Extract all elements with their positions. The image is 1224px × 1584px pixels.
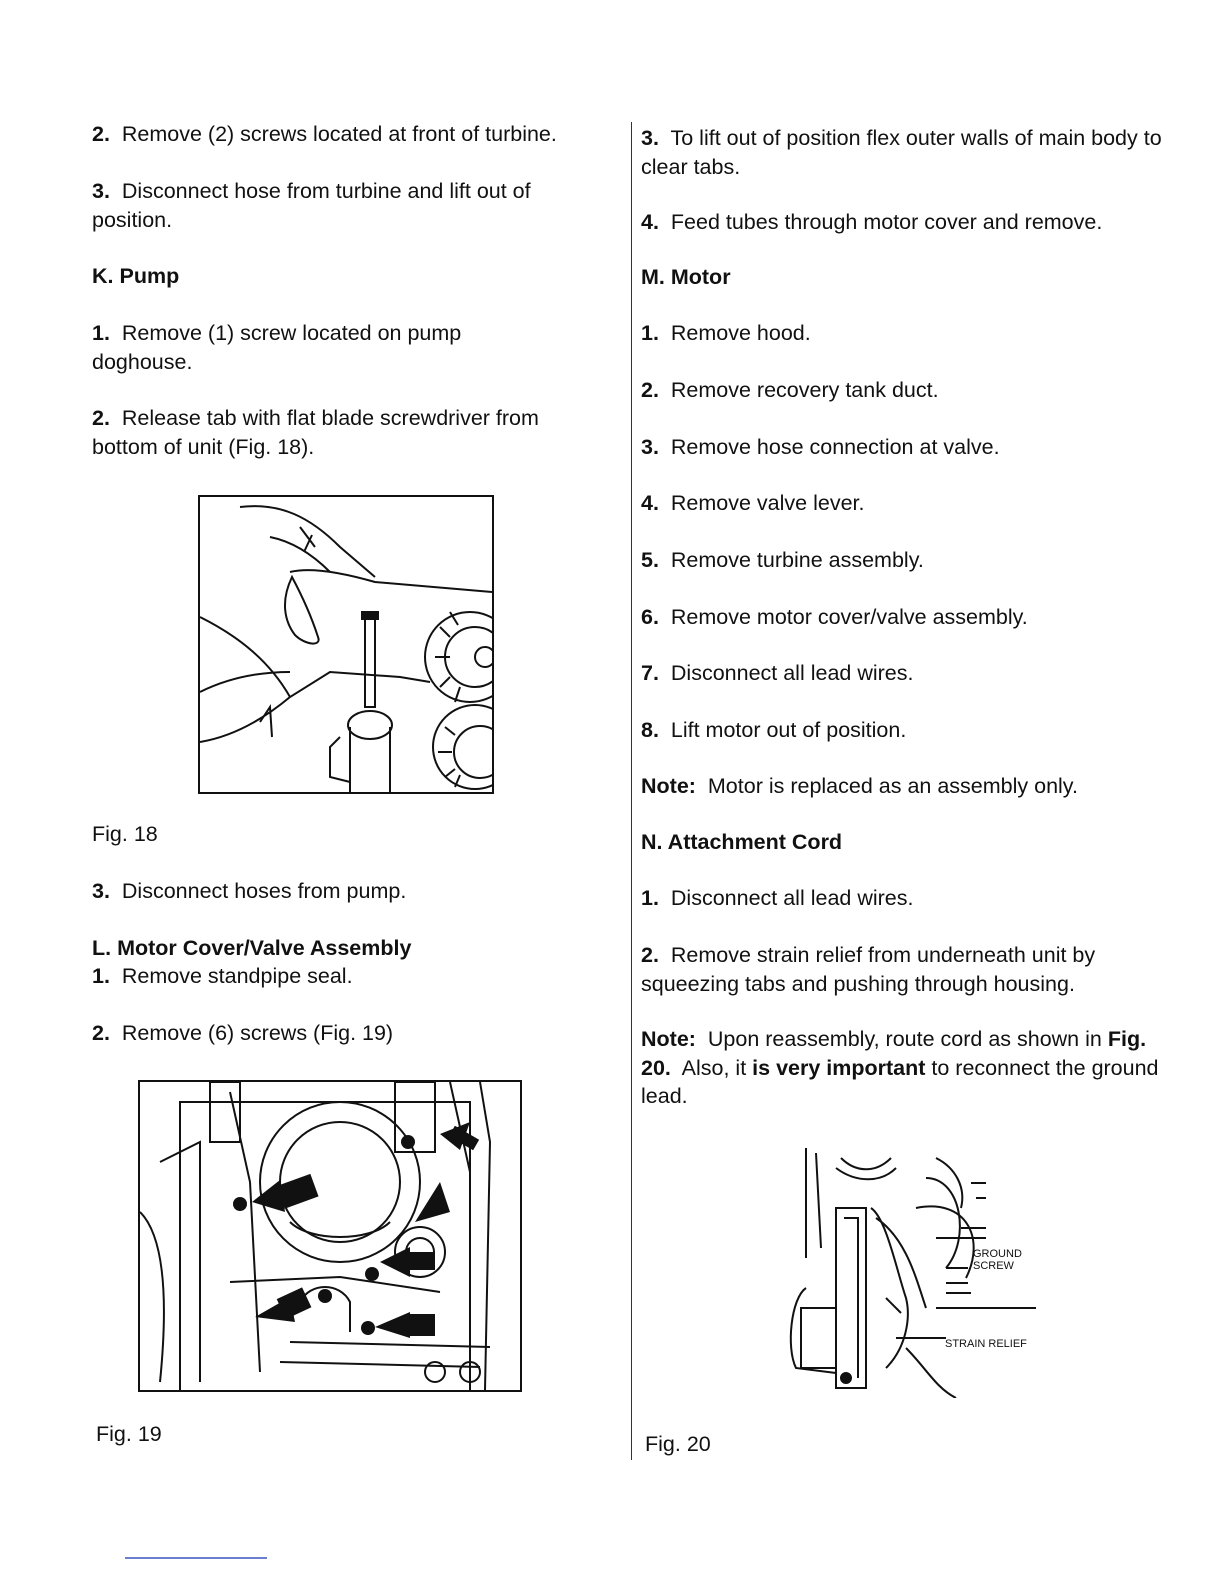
cord-step-1: 1. Disconnect all lead wires. xyxy=(641,886,914,910)
left-step-2: 2. Remove (2) screws located at front of turbine. xyxy=(92,122,557,146)
motor-step: 5. Remove turbine assembly. xyxy=(641,548,924,572)
figure-18-caption: Fig. 18 xyxy=(92,822,158,846)
motor-step: 7. Disconnect all lead wires. xyxy=(641,661,914,685)
section-heading-motor-cover: L. Motor Cover/Valve Assembly xyxy=(92,936,412,960)
motor-cover-step-1: 1. Remove standpipe seal. xyxy=(92,964,353,988)
pump-step-3: 3. Disconnect hoses from pump. xyxy=(92,879,407,903)
footer-rule xyxy=(125,1557,267,1559)
strain-relief-label: STRAIN RELIEF xyxy=(945,1338,1027,1350)
right-step-3: 3. To lift out of position flex outer walls of main body to clear tabs. xyxy=(641,126,1162,179)
section-heading-pump: K. Pump xyxy=(92,264,180,288)
motor-step: 6. Remove motor cover/valve assembly. xyxy=(641,605,1028,629)
motor-note: Note: Motor is replaced as an assembly only. xyxy=(641,774,1078,798)
figure-20-illustration xyxy=(786,1148,1046,1398)
figure-20-caption: Fig. 20 xyxy=(645,1432,711,1456)
cord-note: Note: Upon reassembly, route cord as shown in Fig. 20. Also, it is very important to reconnect the ground lead. xyxy=(641,1027,1159,1108)
motor-step: 3. Remove hose connection at valve. xyxy=(641,435,1000,459)
motor-step: 2. Remove recovery tank duct. xyxy=(641,378,939,402)
column-divider xyxy=(631,122,632,1460)
pump-step-2: 2. Release tab with flat blade screwdriver from bottom of unit (Fig. 18). xyxy=(92,406,539,459)
motor-step: 8. Lift motor out of position. xyxy=(641,718,907,742)
pump-step-1: 1. Remove (1) screw located on pump doghouse. xyxy=(92,321,462,374)
motor-cover-step-2: 2. Remove (6) screws (Fig. 19) xyxy=(92,1021,394,1045)
right-step-4: 4. Feed tubes through motor cover and remove. xyxy=(641,210,1103,234)
section-heading-motor: M. Motor xyxy=(641,265,731,289)
motor-step: 4. Remove valve lever. xyxy=(641,491,865,515)
section-heading-attachment-cord: N. Attachment Cord xyxy=(641,830,843,854)
motor-step: 1. Remove hood. xyxy=(641,321,811,345)
ground-screw-label: GROUND SCREW xyxy=(973,1248,1022,1272)
left-step-3: 3. Disconnect hose from turbine and lift out of position. xyxy=(92,179,531,232)
figure-19-caption: Fig. 19 xyxy=(96,1422,162,1446)
figure-18-illustration xyxy=(198,495,494,794)
figure-19-illustration xyxy=(138,1080,522,1392)
cord-step-2: 2. Remove strain relief from underneath unit by squeezing tabs and pushing through housing. xyxy=(641,943,1096,996)
